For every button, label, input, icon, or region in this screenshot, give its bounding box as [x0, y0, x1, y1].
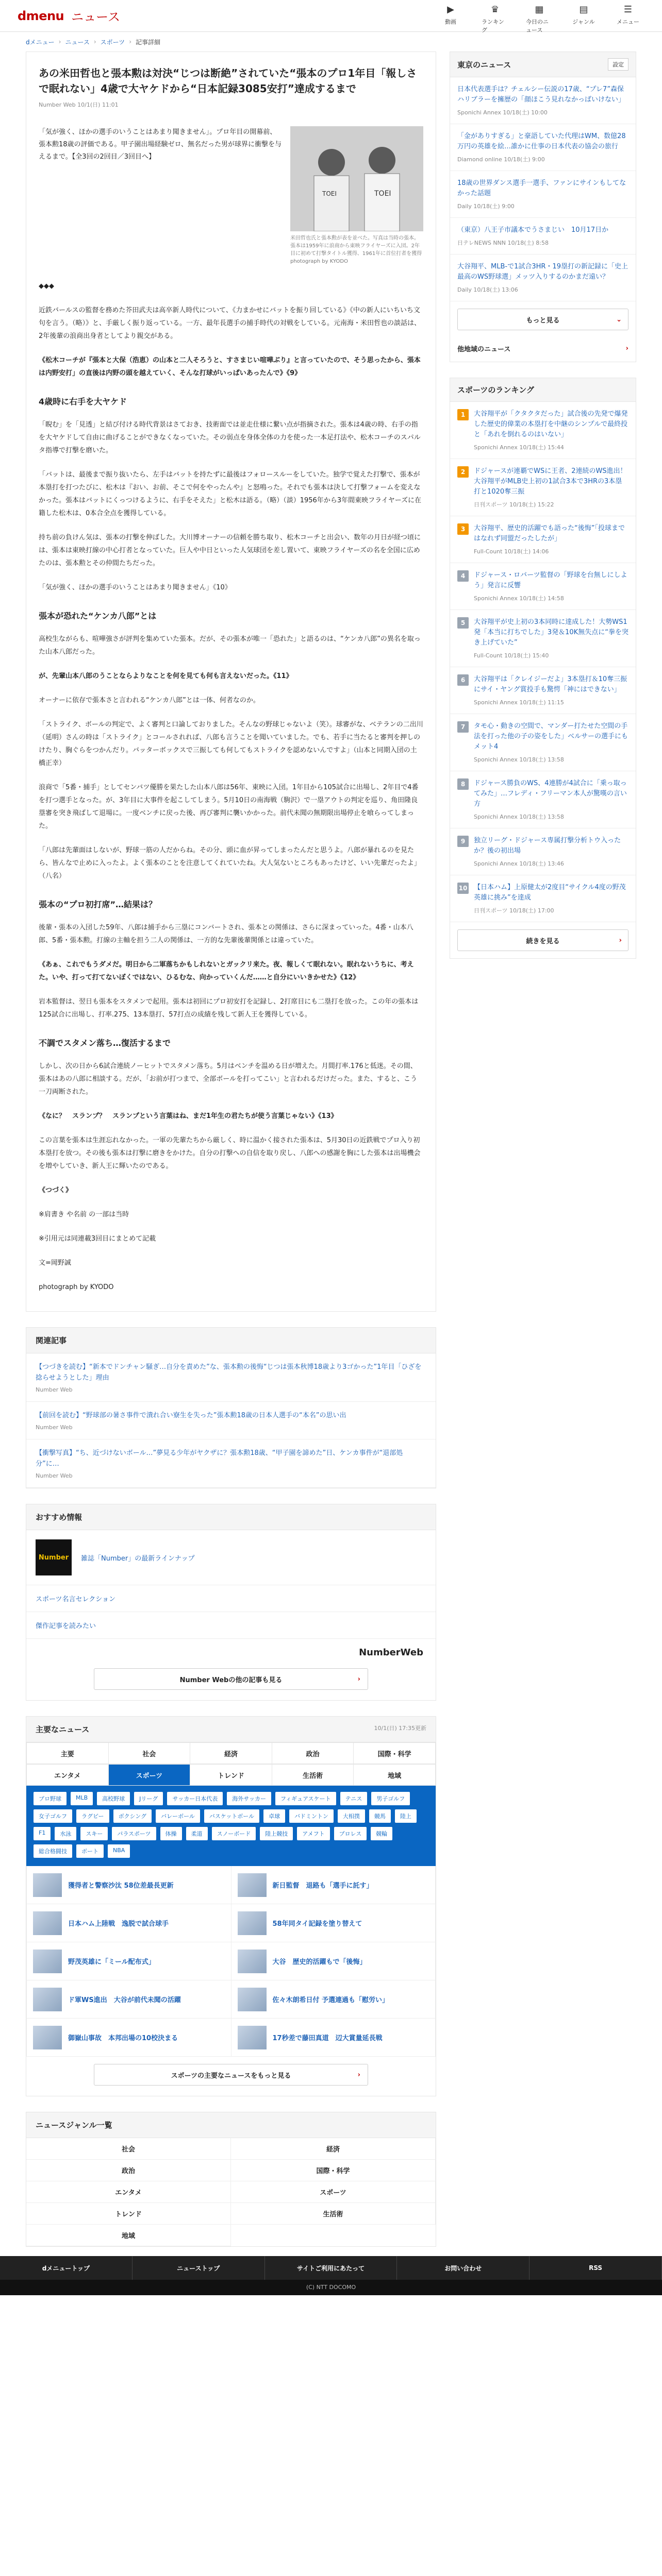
article — [26, 52, 436, 1312]
ranking-link[interactable]: ドジャースが連覇でWSに王者、2連続のWS進出！大谷翔平がMLB史上初の1試合3本で3HRの3本塁打と1020奪三振 — [474, 467, 627, 496]
article-quote: 《なに？ スランプ？ スランプという言葉はね、まだ1年生の君たちが使う言葉じゃない》《13》 — [39, 1112, 338, 1120]
news-thumbnail — [33, 1950, 62, 1973]
tokyo-news-link[interactable]: 「金がありすぎる」と豪語していた代理はWM、数億28万円の英雄を絵…誰かに仕事の日本代表の協会の旅行 — [457, 132, 626, 150]
article-paragraph: 高校生ながらも、喧嘩強さが評判を集めていた張本。だが、その張本が唯一「恐れた」と語るのは、“ケンカ八郎”の異名を取った山本八郎だった。 — [39, 635, 421, 656]
ranking-source: Sponichi Annex 10/18(土) 13:58 — [474, 814, 564, 820]
ranking-item — [450, 610, 636, 667]
sports-ranking-title: スポーツのランキング — [457, 385, 534, 395]
rank-number: 9 — [457, 836, 469, 847]
article-quote: 《つづく》 — [39, 1187, 73, 1194]
sports-news-grid — [26, 1866, 436, 2057]
genre-link[interactable]: 地域 — [26, 2225, 231, 2246]
tokyo-more-button[interactable] — [457, 309, 628, 330]
major-news-title: 主要なニュース — [36, 1725, 90, 1734]
tokyo-news-item — [450, 171, 636, 218]
genre-link[interactable]: 政治 — [26, 2160, 231, 2181]
copyright: (C) NTT DOCOMO — [0, 2280, 662, 2295]
sports-ranking-box — [450, 378, 636, 959]
sports-tag[interactable]: 男子ゴルフ — [371, 1792, 410, 1805]
sports-tag[interactable]: サッカー日本代表 — [167, 1792, 223, 1805]
ranking-item — [450, 714, 636, 771]
chevron-right-icon: › — [58, 38, 61, 45]
news-thumbnail — [238, 1988, 267, 2011]
sports-news-item[interactable] — [27, 1980, 231, 2019]
other-regions-label: 他地域のニュース — [457, 346, 511, 353]
recommend-item-label[interactable]: 雑誌「Number」の最新ラインナップ — [81, 1554, 195, 1563]
svg-text:TOEI: TOEI — [374, 190, 391, 198]
sports-tag-cloud — [26, 1786, 436, 1866]
article-body — [39, 304, 423, 1294]
genre-tab[interactable]: 生活術 — [272, 1764, 354, 1786]
sports-tag[interactable]: 体操 — [160, 1827, 182, 1840]
sports-tag[interactable]: プロ野球 — [34, 1792, 67, 1805]
related-item — [26, 1353, 436, 1402]
major-news-section — [26, 1716, 436, 2096]
sports-news-item[interactable] — [231, 1904, 436, 1942]
sports-tag[interactable]: 大相撲 — [338, 1809, 365, 1823]
header-icon-label: 今日のニュース — [526, 19, 549, 33]
article-subheading: 不調でスタメン落ち…復活するまで — [39, 1038, 171, 1048]
tokyo-more-label: もっと見る — [526, 316, 560, 325]
ranking-link[interactable]: ドジャース・ロバーツ監督の「野球を台無しにしよう」発言に反響 — [474, 571, 627, 589]
site-header — [0, 0, 662, 32]
article-paragraph: この言葉を張本は生涯忘れなかった。一軍の先輩たちから厳しく、時に温かく接された張本は、5月30日の近鉄戦でプロ入り初本塁打を放つ。その後も張本は打撃に磨きをかけた。自分の打撃への自信を取り戻し、八郎への感謝を胸にした張本は出場機会を増やしていき、新人王に輝いたのである。 — [39, 1137, 421, 1170]
chevron-right-icon: › — [93, 38, 96, 45]
sports-tag[interactable]: 女子ゴルフ — [34, 1809, 72, 1823]
ranking-link[interactable]: 大谷翔平、歴史的活躍でも語った“後悔”「投球まではなれず同盟だったしたが」 — [474, 524, 625, 543]
sports-tag[interactable]: ボート — [76, 1844, 104, 1858]
genre-grid — [26, 2138, 436, 2246]
genre-tab[interactable]: 地域 — [354, 1764, 436, 1786]
footer-nav — [0, 2256, 662, 2280]
ranking-source: Sponichi Annex 10/18(土) 13:46 — [474, 860, 564, 867]
news-thumbnail — [33, 2026, 62, 2049]
article-paragraph: 「睨む」を「見透」と結び付ける時代背景はさておき、技術面では並走仕様に繋い点が指摘された。張本は4歳の時、右手の指を大ヤケドして自由に曲げることができなくなっていた。その弱点を身体全体の力を使った一本足打法や、松木コーチのスパルタ指導で打撃を磨いた。 — [39, 421, 421, 454]
article-quote: 《あぁ、これでもうダメだ。明日から二軍落ちかもしれないとガックリ来た。夜、報しくて眠れない。眠れないうちに、考えた。いや、打って打てないぼくではない、ひるむな、向かっていくんだ……と自分にいいきかせた》《12》 — [39, 961, 414, 981]
chevron-right-icon: › — [129, 38, 131, 45]
header-trophy-button[interactable] — [482, 4, 508, 34]
tokyo-news-link[interactable]: （東京）八王子市議本でうさまじい 10月17日か — [457, 226, 609, 234]
ranking-body — [474, 466, 628, 509]
sports-news-item[interactable] — [27, 1942, 231, 1980]
chevron-down-icon: ⌄ — [616, 315, 622, 324]
ranking-more-button[interactable] — [457, 929, 628, 951]
recommend-section — [26, 1504, 436, 1701]
ranking-body — [474, 674, 628, 706]
more-number-web-button[interactable] — [94, 1668, 368, 1690]
ranking-link[interactable]: 大谷翔平が史上初の3本同時に達成した！大勢WS1発「本当に打ちでした」3発＆10K無失点に“拳を突き上げていた” — [474, 618, 628, 647]
photo-caption: 米田哲也氏と張本勲が表を並べた。写真は当時の張本。張本は1959年に浪商から東映フライヤーズに入団。2年目に初めて打撃タイトル獲得、1961年に首位打者を獲得 photograph by KYODO — [290, 235, 422, 264]
article-paragraph: 近鉄バールスの監督を務めた芥田武夫は高卒新人時代について、《力まかせにバットを振り回している》《中の新人にいちいち文句を言う。（略）》と、手厳しく振り返っている。一方、最年長選手の捕手時代の対戦をしている。元南海・米田哲也の談話は、2年後輩の浪商出身者としてより親交がある。 — [39, 307, 421, 340]
sports-news-item[interactable] — [231, 1942, 436, 1980]
region-settings-button[interactable]: 設定 — [608, 58, 628, 71]
sports-news-title[interactable]: 佐々木朗希日付 予選連過も「慰労い」 — [272, 1996, 389, 2004]
sports-news-item[interactable] — [231, 1980, 436, 2019]
sports-tag[interactable]: 水泳 — [55, 1827, 76, 1840]
news-thumbnail — [33, 1911, 62, 1935]
news-thumbnail — [238, 2026, 267, 2049]
related-articles — [26, 1327, 436, 1488]
tokyo-news-source: Daily 10/18(土) 13:06 — [457, 286, 518, 293]
article-title: あの米田哲也と張本勲は対決“じつは断絶”されていた“張本のプロ1年目「報しさで眠れない」4歳で大ヤケドから“日本記録3085安打”達成するまで — [39, 67, 417, 95]
chevron-right-icon: › — [619, 936, 622, 944]
header-video-button[interactable] — [437, 4, 464, 34]
recommend-title: おすすめ情報 — [26, 1504, 436, 1530]
ranking-link[interactable]: 【日本ハム】上原健太が2度目“サイクル4度の野茂英雄に挑み”を達成 — [474, 884, 626, 902]
header-grid-button[interactable] — [570, 4, 597, 34]
sports-tag[interactable]: バレーボール — [156, 1809, 200, 1823]
footer-link[interactable]: サイトご利用にあたって — [265, 2256, 398, 2280]
player-photo-image[interactable] — [290, 126, 423, 231]
genre-tabs-row-2 — [26, 1764, 436, 1786]
ranking-item — [450, 875, 636, 922]
article-paragraph: 岩本監督は、翌日も張本をスタメンで起用。張本は初回にプロ初安打を記録し、2打席目にも二塁打を放った。この年の張本は125試合に出場し、打率.275、13本塁打、57打点の成績を残して新人王を獲得している。 — [39, 998, 419, 1019]
ranking-source: Sponichi Annex 10/18(土) 15:44 — [474, 444, 564, 451]
sports-news-item[interactable] — [27, 1904, 231, 1942]
rank-number: 10 — [457, 883, 469, 894]
genre-list-section — [26, 2112, 436, 2247]
footer-link[interactable]: ニューストップ — [133, 2256, 265, 2280]
sports-tag[interactable]: MLB — [71, 1792, 93, 1805]
tokyo-news-title: 東京のニュース — [457, 60, 511, 70]
sports-tag[interactable]: Jリーグ — [134, 1792, 163, 1805]
news-thumbnail — [33, 1988, 62, 2011]
ranking-source: 日刊スポーツ 10/18(土) 15:22 — [474, 501, 554, 508]
rank-number: 7 — [457, 721, 469, 733]
genre-tab[interactable]: 政治 — [272, 1742, 354, 1764]
ranking-item — [450, 516, 636, 563]
article-paragraph: 「バットは、最後まで振り抜いたら、左手はバットを持たずに最後はフォロースルーをしていた。独学で覚えた打撃で、張本が本塁打を打つたびに、松木は『おい、お前、そこで何をやったんや』と怒鳴った。それでも張本は決して打撃フォームを変えなかった。張本はバットにくっつけるように、右手をそえた」と松木は語る。（略）（談）1956年から3年間東映フライヤーズに在籍した松木は、0本合全点を獲得している。 — [39, 471, 422, 517]
article-meta: Number Web 10/1(日) 11:01 — [39, 101, 119, 108]
related-item — [26, 1402, 436, 1439]
chevron-right-icon: › — [357, 2071, 360, 2079]
article-quote: が、先輩山本八郎のうことならよりなことを何を見ても何も言えないだった。《11》 — [39, 672, 293, 680]
other-regions-link[interactable] — [450, 337, 636, 362]
header-calendar-button[interactable] — [526, 4, 553, 34]
ranking-body — [474, 778, 628, 821]
footer-link[interactable]: お問い合わせ — [397, 2256, 529, 2280]
more-number-web-label: Number Webの他の記事も見る — [179, 1676, 283, 1684]
video-icon: ▶ — [447, 4, 454, 15]
article-paragraph: 浪商で「5番・捕手」としてセンバツ優勝を果たした山本八郎は56年、東映に入団。1年目から105試合に出場し、2年目で4番を打つ選手となった。が、3年目に大事件を起こしてしまう。5月10日の南海戦（駒沢）で一塁アウトの判定を巡り、角田隆良塁審を突き飛ばして退場に。一度ベンチに戻った後、再び審判に襲いかかった。前代未聞の無期限出場停止を喰らってしまった。 — [39, 784, 419, 830]
sports-tag[interactable]: 競輪 — [371, 1827, 392, 1840]
ranking-body — [474, 409, 628, 451]
article-paragraph: しかし、次の日から6試合連続ノーヒットでスタメン落ち。5月はベンチを温める日が増えた。月間打率.176と低迷。その間、張本はあの八郎に相談する。だが、「お前が打つまで、全部ボールを打ってこい」と言われるだけだった。また、すると、こう一刀両断された。 — [39, 1062, 417, 1096]
rank-number: 8 — [457, 778, 469, 790]
breadcrumb-item[interactable]: dメニュー — [26, 38, 55, 46]
article-photo — [290, 126, 423, 265]
sports-news-item[interactable] — [231, 1866, 436, 1904]
genre-link[interactable]: 経済 — [231, 2138, 436, 2160]
footer-link[interactable]: dメニュートップ — [0, 2256, 133, 2280]
article-paragraph: ※引用元は同連載3回目にまとめて記載 — [39, 1235, 156, 1243]
sports-news-title[interactable]: 17秒差で藤田真道 辺大賞量延長戦 — [272, 2035, 383, 2042]
ranking-source: 日刊スポーツ 10/18(土) 17:00 — [474, 907, 554, 914]
rank-number: 3 — [457, 523, 469, 535]
header-menu-button[interactable] — [615, 4, 641, 34]
sports-tag[interactable]: 陸上 — [395, 1809, 417, 1823]
tokyo-news-item — [450, 255, 636, 301]
grid-icon: ▤ — [579, 4, 588, 15]
sports-news-title[interactable]: 獲得者と警察沙汰 58位差最長更新 — [68, 1882, 174, 1890]
ranking-source: Full-Count 10/18(土) 14:06 — [474, 548, 549, 555]
news-thumbnail — [238, 1950, 267, 1973]
calendar-icon: ▦ — [535, 4, 544, 15]
rank-number: 2 — [457, 466, 469, 478]
rank-number: 1 — [457, 409, 469, 420]
sports-news-title[interactable]: 新日監督 退路も「選手に託す」 — [272, 1882, 373, 1890]
related-source: Number Web — [36, 1472, 73, 1479]
rank-number: 6 — [457, 674, 469, 686]
sports-news-title[interactable]: 日本ハム上陸戦 逸脱で試合球手 — [68, 1920, 169, 1928]
tokyo-news-link[interactable]: 18歳の世界ダンス選手一選手、ファンにサインもしてなかった話題 — [457, 179, 626, 197]
sports-tag[interactable]: バスケットボール — [204, 1809, 259, 1823]
sports-news-title[interactable]: 大谷 歴史的活躍もで「後悔」 — [272, 1958, 367, 1966]
ranking-body — [474, 883, 628, 914]
genre-link[interactable]: トレンド — [26, 2203, 231, 2225]
ranking-link[interactable]: 独立リーグ・ドジャース専属打撃分析トウ入ったか？後の初出場 — [474, 837, 621, 855]
genre-tab[interactable]: 社会 — [109, 1742, 191, 1764]
related-item — [26, 1439, 436, 1488]
sports-tag[interactable]: スキー — [80, 1827, 108, 1840]
tokyo-news-link[interactable]: 大谷翔平、MLB-で1試合3HR・19塁打の新記録に「史上最高のWS野球選」メッツ入りするのかまだ遠い？ — [457, 263, 628, 281]
sports-tag[interactable]: 総合格闘技 — [34, 1844, 72, 1858]
tokyo-news-source: Diamond online 10/18(土) 9:00 — [457, 156, 545, 163]
genre-link[interactable]: エンタメ — [26, 2181, 231, 2203]
major-news-header — [26, 1717, 436, 1742]
tokyo-news-item — [450, 124, 636, 171]
breadcrumb-item: 記事詳細 — [136, 38, 161, 46]
sports-tag[interactable]: 陸上競技 — [260, 1827, 293, 1840]
genre-tabs-row-1 — [26, 1742, 436, 1764]
menu-icon: ☰ — [623, 4, 633, 15]
ranking-link[interactable]: 大谷翔平が「クタクタだった」試合後の先発で爆発した歴史的偉業の本塁打を中継のシンプルで最終投と「あれを倒れるのはいない」 — [474, 410, 628, 438]
breadcrumb-item[interactable]: ニュース — [65, 38, 90, 46]
more-sports-news-label: スポーツの主要なニュースをもっと見る — [171, 2072, 291, 2080]
genre-link[interactable]: 国際・科学 — [231, 2160, 436, 2181]
sports-news-title[interactable]: ド軍WS進出 大谷が前代未聞の活躍 — [68, 1996, 181, 2004]
sports-news-item[interactable] — [27, 2019, 231, 2057]
ranking-body — [474, 617, 628, 659]
sports-tag[interactable]: 高校野球 — [97, 1792, 130, 1805]
header-icon-label: ジャンル — [572, 19, 595, 25]
genre-link[interactable]: 生活術 — [231, 2203, 436, 2225]
ranking-item — [450, 667, 636, 714]
sports-news-title[interactable]: 御嶽山事故 本邦出場の10校決まる — [68, 2035, 178, 2042]
major-news-updated: 10/1(日) 17:35更新 — [374, 1725, 426, 1732]
genre-tab[interactable]: エンタメ — [26, 1764, 109, 1786]
ranking-item — [450, 402, 636, 459]
tokyo-news-source: Sponichi Annex 10/18(土) 10:00 — [457, 109, 548, 116]
chevron-right-icon: › — [357, 1675, 360, 1683]
article-paragraph: 持ち前の負けん気は、張本の打撃を伸ばした。大川博オーナーの信頼を勝ち取り、松木コーチと出会い、数年の月日が経つ頃には、張本は東映打線の中心打者となっていた。巨人や中日といった人気球団を差し置いて、東映フライヤーズの名を全国に広めたのは、張本勲とその仲間たちだった。 — [39, 534, 421, 567]
sports-news-item[interactable] — [27, 1866, 231, 1904]
news-thumbnail — [238, 1873, 267, 1897]
related-title: 関連記事 — [26, 1328, 436, 1353]
ranking-source: Full-Count 10/18(土) 15:40 — [474, 652, 549, 659]
article-paragraph: 文=岡野誠 — [39, 1259, 71, 1267]
ranking-body — [474, 523, 628, 555]
ranking-body — [474, 836, 628, 868]
ranking-body — [474, 721, 628, 764]
section-title[interactable]: ニュース — [71, 10, 120, 24]
article-subheading: 張本の“プロ初打席”…結果は？ — [39, 900, 157, 909]
sports-tag[interactable]: 卓球 — [263, 1809, 285, 1823]
sports-news-title[interactable]: 58年同タイ記録を塗り替えて — [272, 1920, 362, 1928]
svg-text:TOEI: TOEI — [322, 190, 337, 197]
sports-tag[interactable]: パラスポーツ — [112, 1827, 156, 1840]
news-thumbnail — [33, 1873, 62, 1897]
header-icon-label: ランキング — [482, 19, 504, 33]
related-link[interactable]: 【前回を読む】“野球部の暑さ事件で潰れ合い寮生を失った”張本勲18歳の日本人選手の“本名”の思い出 — [36, 1412, 346, 1419]
ranking-item — [450, 459, 636, 516]
sports-tag[interactable]: ボクシング — [113, 1809, 152, 1823]
article-paragraph: オーナーに依存で張本さと言われる“ケンカ八郎”とは一体、何者なのか。 — [39, 697, 260, 704]
sidebar — [450, 52, 636, 2247]
tokyo-news-link[interactable]: 日本代表選手は？チェルシー伝説の17歳、“プレ7”森保ハリブラーを擁歴の「顔ほこう見れなかっばいけない」 — [457, 86, 625, 104]
sports-tag[interactable]: 海外サッカー — [227, 1792, 271, 1805]
trophy-icon: ♛ — [490, 4, 500, 15]
article-subheading: 張本が恐れた“ケンカ八郎”とは — [39, 611, 157, 621]
dmenu-logo[interactable]: dmenu — [18, 8, 64, 23]
tokyo-news-item — [450, 77, 636, 124]
tokyo-news-box — [450, 52, 636, 362]
genre-tab[interactable]: 主要 — [26, 1742, 109, 1764]
section-divider-stars: ◆◆◆ — [39, 282, 54, 290]
number-web-brand: NumberWeb — [359, 1647, 423, 1658]
sports-tag[interactable]: テニス — [340, 1792, 368, 1805]
tokyo-news-source: 日テレNEWS NNN 10/18(土) 8:58 — [457, 240, 549, 246]
genre-link[interactable]: 社会 — [26, 2138, 231, 2160]
footer-link[interactable]: RSS — [529, 2256, 662, 2280]
chevron-right-icon: › — [625, 345, 628, 352]
ranking-link[interactable]: 大谷翔平は「クレイジーだよ」3本塁打＆10奪三振にサイ・ヤング賞投手も驚愕「神にはできない」 — [474, 675, 627, 693]
sports-tag[interactable]: 競馬 — [369, 1809, 391, 1823]
ranking-more-label: 続きを見る — [526, 937, 560, 945]
genre-tab[interactable]: 国際・科学 — [354, 1742, 436, 1764]
article-paragraph: 「気が強く、ほかの選手のいうことはあまり聞きません」《10》 — [39, 584, 231, 591]
sports-tag[interactable]: プロレス — [334, 1827, 367, 1840]
ranking-body — [474, 570, 628, 602]
article-subheading: 4歳時に右手を大ヤケド — [39, 397, 127, 406]
related-source: Number Web — [36, 1386, 73, 1393]
rank-number: 5 — [457, 617, 469, 629]
sports-tag[interactable]: 柔道 — [186, 1827, 208, 1840]
sports-news-item[interactable] — [231, 2019, 436, 2057]
ranking-source: Sponichi Annex 10/18(土) 13:58 — [474, 756, 564, 763]
sports-tag[interactable]: NBA — [108, 1844, 130, 1858]
genre-tab[interactable]: 経済 — [190, 1742, 272, 1764]
related-source: Number Web — [36, 1424, 73, 1431]
article-quote: 《松木コーチが『張本と大保（浩恵）の山本と二人そろうと、すさまじい喧嘩ぶり』と言っていたので、そう思ったから、張本は内野安打」の直後は内野の頭を越えていく、そんな打球がいっぱいあったんで》《9》 — [39, 357, 421, 377]
recommend-link-masterpieces[interactable]: 傑作記事を読みたい — [26, 1612, 436, 1639]
sports-tag[interactable]: ラグビー — [76, 1809, 109, 1823]
genre-link[interactable]: スポーツ — [231, 2181, 436, 2203]
article-paragraph: ※肩書き や名前 の一部は当時 — [39, 1211, 129, 1218]
main-column — [26, 52, 436, 2247]
ranking-link[interactable]: タモ心・動きの空間で、マンダー打たせた空間の手法を打った他の子の姿をした」ベルサーの選手にもメット4 — [474, 722, 628, 751]
header-icon-nav — [437, 4, 641, 34]
article-lead: 「気が強く、ほかの選手のいうことはあまり聞きません」。プロ年目の開幕前、張本勲18歳の評価である。甲子園出場経験ゼロ、無名だった男が球界に衝撃を与えるまで。【全3回の2回目／3回目へ】 — [39, 128, 282, 161]
ranking-item — [450, 828, 636, 875]
sports-tag[interactable]: バドミントン — [289, 1809, 334, 1823]
breadcrumb-item[interactable]: スポーツ — [100, 38, 125, 46]
genre-tab[interactable]: トレンド — [190, 1764, 272, 1786]
tokyo-news-source: Daily 10/18(土) 9:00 — [457, 203, 515, 210]
tokyo-news-item — [450, 218, 636, 255]
sports-tag[interactable]: スノーボード — [212, 1827, 256, 1840]
ranking-item — [450, 771, 636, 828]
related-link[interactable]: 【衝撃写真】“ち、近づけないボール…”夢見る少年がヤクザに？張本勲18歳、“甲子園を諦めた”日、ケンカ事件が“退部処分”に… — [36, 1449, 403, 1468]
related-link[interactable]: 【つづきを読む】“新本でドンチャン騒ぎ…自分を責めた”な、張本勲の後悔“じつは張本秋博18歳より3ゴかった”1年目「ひざを捻らせようとした」理由 — [36, 1363, 422, 1382]
recommend-link-quotes[interactable]: スポーツ名言セレクション — [26, 1585, 436, 1612]
article-paragraph: 「ストライク、ボールの判定で、よく審判と口論しておりました。そんなの野球じゃないよ（笑）。球審がな、ベテランの二出川（延明）さんの時は「ストライク」とコールされれば、八郎も言うことを聞いていました。でも、若手に当たると審判を押しのけたり、胸ぐらをつかんだり。バッターボックスで三振しても何してもストライクを認めないんですよ」（山本と同期入団の土橋正幸） — [39, 721, 423, 767]
recommend-item[interactable] — [26, 1530, 436, 1585]
more-sports-news-button[interactable] — [94, 2064, 368, 2086]
genre-tab[interactable]: スポーツ — [109, 1764, 191, 1786]
sports-tag[interactable]: F1 — [34, 1827, 51, 1840]
ranking-link[interactable]: ドジャース勝負のWS、4連勝が4試合に「乗っ取ってみた」…フレディ・フリーマン本人が驚嘆の言い方 — [474, 779, 627, 808]
article-paragraph: 後輩・張本の入団した59年、八郎は捕手から三塁にコンバートされ、張本との関係は、さらに深まっていった。4番・山本八郎、5番・張本勲。打線の主軸を担う二人の関係は、一方的な先輩後輩関係とは違っていた。 — [39, 924, 413, 944]
genre-list-title: ニュースジャンル一覧 — [26, 2112, 436, 2138]
number-magazine-logo: Number — [36, 1539, 72, 1575]
article-paragraph: photograph by KYODO — [39, 1283, 114, 1291]
ranking-source: Sponichi Annex 10/18(土) 14:58 — [474, 595, 564, 602]
sports-tag[interactable]: アメフト — [297, 1827, 329, 1840]
article-paragraph: 「八郎は先輩面はしないが、野球一筋の人だからね。その分、頭に血が昇ってしまったんだと思うよ。八郎が暴れるのを見たら、皆んなで止めに入ったよ。よく張本のことを注意してくれていたね。大人気ないところもあったけど、いい先輩だったよ」（八名） — [39, 846, 421, 880]
rank-number: 4 — [457, 570, 469, 582]
sports-news-title[interactable]: 野茂英雄に「ミール配布式」 — [68, 1958, 155, 1966]
header-icon-label: メニュー — [617, 19, 639, 25]
ranking-item — [450, 563, 636, 610]
ranking-source: Sponichi Annex 10/18(土) 11:15 — [474, 699, 564, 706]
breadcrumb — [0, 32, 662, 52]
news-thumbnail — [238, 1911, 267, 1935]
sports-tag[interactable]: フィギュアスケート — [275, 1792, 336, 1805]
header-icon-label: 動画 — [445, 19, 456, 25]
